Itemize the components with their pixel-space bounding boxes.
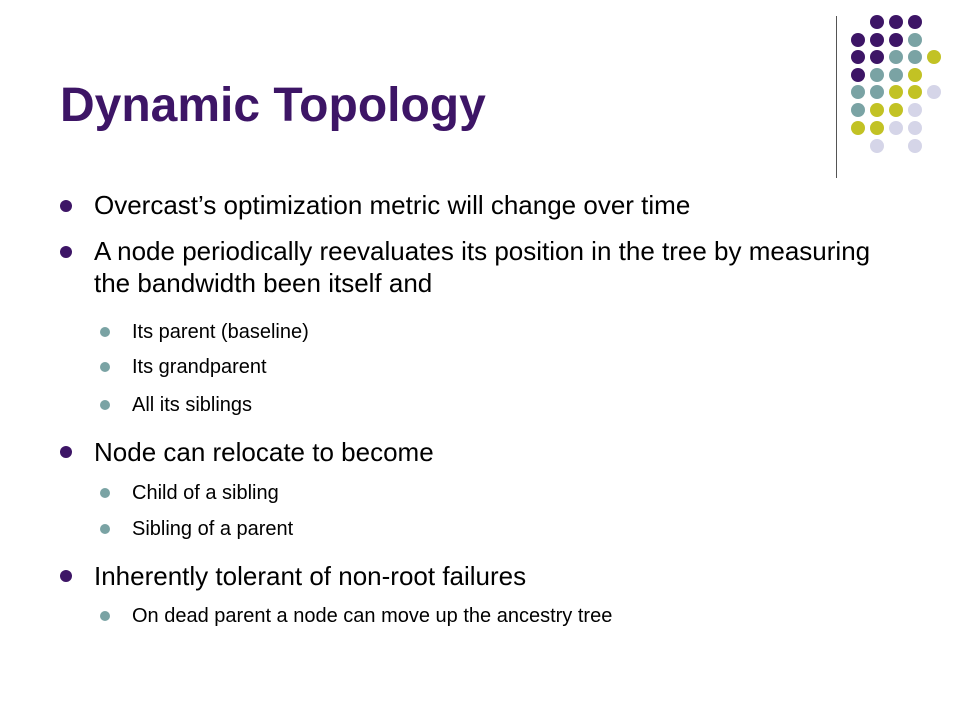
sub-bullet-item: All its siblings	[132, 394, 253, 416]
sub-bullet-marker	[100, 327, 110, 337]
sub-bullet-marker	[100, 362, 110, 372]
bullet-item: Node can relocate to become	[94, 437, 434, 467]
sub-bullet-item: Its grandparent	[132, 356, 267, 378]
bullet-item: Overcast’s optimization metric will change over time	[94, 190, 691, 220]
sub-bullet-marker	[100, 611, 110, 621]
slide-title: Dynamic Topology	[60, 79, 486, 132]
sub-bullet-marker	[100, 400, 110, 410]
sub-bullet-marker	[100, 524, 110, 534]
bullet-marker	[60, 570, 72, 582]
sub-bullet-item: Sibling of a parent	[132, 518, 294, 540]
bullet-marker	[60, 446, 72, 458]
bullet-marker	[60, 200, 72, 212]
bullet-item: Inherently tolerant of non-root failures	[94, 561, 527, 591]
sub-bullet-item: On dead parent a node can move up the ancestry tree	[132, 605, 613, 627]
bullet-marker	[60, 246, 72, 258]
sub-bullet-item: Child of a sibling	[132, 482, 279, 504]
sub-bullet-marker	[100, 488, 110, 498]
bullet-item: A node periodically reevaluates its position in the tree by measuring the bandwidth been itself and	[94, 236, 871, 298]
sub-bullet-item: Its parent (baseline)	[132, 321, 309, 343]
